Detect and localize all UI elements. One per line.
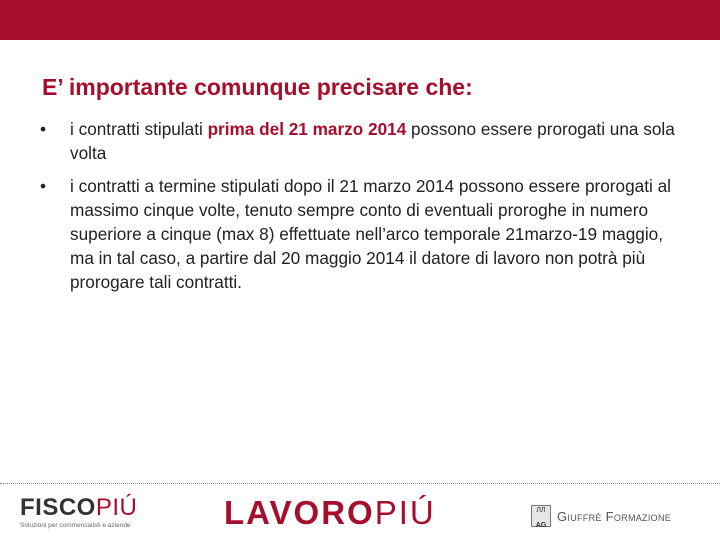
giuffre-mark-bottom: AG	[535, 522, 547, 529]
slide-title: E’ importante comunque precisare che:	[42, 74, 473, 100]
bullet-list	[38, 117, 688, 303]
lavoropiu-logo-part1: LAVORO	[224, 494, 375, 531]
bullet-text: i contratti a termine stipulati dopo il 21 marzo 2014 possono essere prorogati al massimo cinque volte, tenuto sempre conto di eventuali proroghe in numero superiore a cinque (max 8) effettuate nell’arco temporale 21marzo-19 maggio, ma in tal caso, a partire dal 20 maggio 2014 il datore di lavoro non potrà più prorogare tali contratti.	[70, 176, 671, 292]
bullet-item	[38, 117, 688, 165]
lavoropiu-logo-part2: PIÚ	[374, 494, 436, 531]
giuffre-mark-icon	[531, 505, 551, 527]
giuffre-formazione-logo	[531, 505, 706, 529]
bullet-highlight: prima del 21 marzo 2014	[207, 119, 407, 139]
header-bar	[0, 0, 720, 40]
bullet-text-before: i contratti stipulati	[70, 119, 208, 139]
fiscopiu-logo-part2: PIÚ	[95, 494, 138, 521]
fiscopiu-logo	[20, 495, 138, 535]
bullet-item	[38, 174, 688, 294]
footer-divider	[0, 483, 720, 486]
giuffre-mark-top: ЛЛ	[536, 507, 546, 514]
bullet-text-after: possono essere prorogati una sola volta	[70, 119, 675, 163]
lavoropiu-logo	[224, 493, 464, 533]
fiscopiu-tagline: Soluzioni per commercialisti e aziende	[20, 522, 131, 529]
giuffre-name: Giuffrè Formazione	[557, 509, 672, 524]
bullet-marker: •	[40, 176, 47, 196]
fiscopiu-logo-part1: FISCO	[20, 494, 96, 521]
bullet-marker: •	[40, 119, 47, 139]
